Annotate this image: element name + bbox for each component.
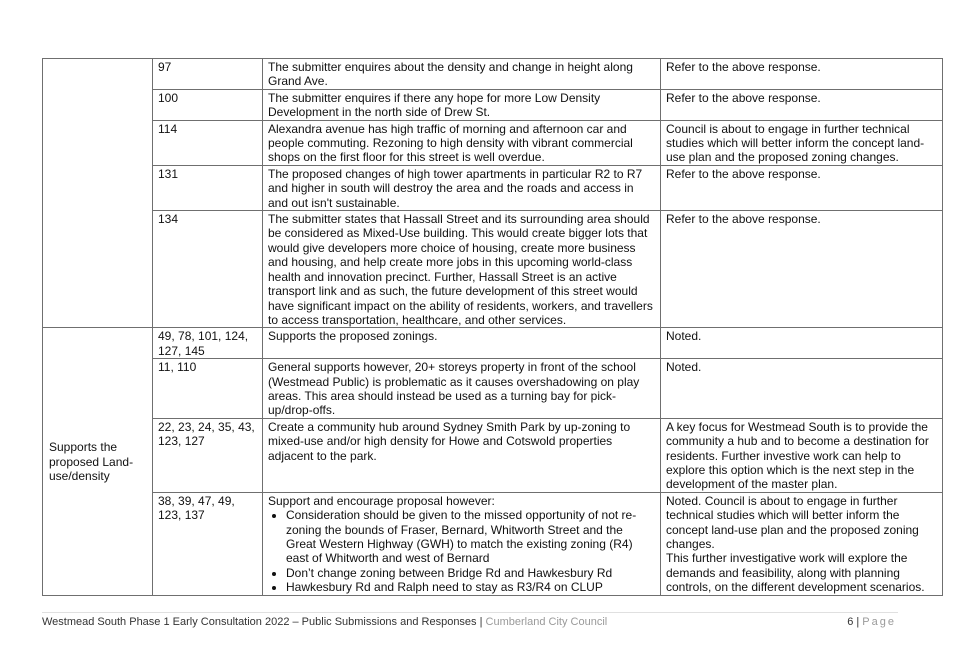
submission-ref: 11, 110 (153, 359, 263, 419)
category-cell-empty (43, 59, 153, 328)
bullet-item: • Consideration should be given to the missed opportunity of not re-zoning the bounds of Fraser, Bernard, Whitworth Street and the Great Western Highway (GWH) to match the existing zoning (R4) east of Whitworth and west of Bernard (286, 508, 656, 566)
footer-title: Westmead South Phase 1 Early Consultation 2022 – Public Submissions and Responses (42, 616, 477, 628)
council-response: Noted. (661, 328, 943, 359)
submission-text: The proposed changes of high tower apartments in particular R2 to R7 and higher in south will destroy the area and the roads and access in and out isn't sustainable. (263, 165, 661, 210)
submissions-table (42, 58, 943, 596)
submission-ref: 114 (153, 120, 263, 165)
submission-text: The submitter states that Hassall Street and its surrounding area should be considered as Mixed-Use building. This would create bigger lots that would give developers more choice of housing, create more business and housing, and help create more jobs in this upcoming world-class health and innovation precinct. Further, Hassall Street is an active transport link and as such, the future development of this street would have significant impact on the ability of residents, workers, and travellers to access transportation, healthcare, and other services. (263, 211, 661, 328)
footer-divider (42, 612, 898, 613)
footer-separator: | (479, 616, 483, 628)
submission-ref: 49, 78, 101, 124, 127, 145 (153, 328, 263, 359)
bullet-item: • Don’t change zoning between Bridge Rd and Hawkesbury Rd (286, 566, 656, 580)
council-response: Refer to the above response. (661, 165, 943, 210)
council-response: Refer to the above response. (661, 211, 943, 328)
submission-ref: 134 (153, 211, 263, 328)
submission-ref: 22, 23, 24, 35, 43, 123, 127 (153, 418, 263, 492)
footer-brand: Cumberland City Council (485, 616, 608, 628)
table-row (43, 492, 943, 595)
page-indicator (847, 616, 896, 628)
table-row (43, 120, 943, 165)
page-number: 6 (847, 616, 854, 628)
table-row (43, 359, 943, 419)
table-row (43, 418, 943, 492)
submission-ref: 38, 39, 47, 49, 123, 137 (153, 492, 263, 595)
council-response: Refer to the above response. (661, 89, 943, 120)
submission-intro: Support and encourage proposal however: (268, 493, 495, 508)
table-row (43, 211, 943, 328)
submission-text: The submitter enquires about the density and change in height along Grand Ave. (263, 59, 661, 90)
table-row (43, 165, 943, 210)
response-extra-text: This further investigative work will explore the demands and feasibility, along with planning controls, on the different development scenarios. (666, 551, 925, 595)
submission-text-with-bullets (263, 492, 661, 595)
submission-ref: 100 (153, 89, 263, 120)
response-text: Noted. Council is about to engage in further technical studies which will better inform the concept land-use plan and the proposed zoning changes. (666, 493, 919, 551)
table-row (43, 89, 943, 120)
submission-bullet-list (268, 508, 656, 594)
submission-text: Supports the proposed zonings. (263, 328, 661, 359)
category-label: Supports the proposed Land-use/density (43, 328, 153, 595)
council-response: Council is about to engage in further technical studies which will better inform the concept land-use plan and the proposed zoning changes. (661, 120, 943, 165)
table-row (43, 328, 943, 359)
submission-text: General supports however, 20+ storeys property in front of the school (Westmead Public) is problematic as it causes overshadowing on play areas. This area should instead be used as a turning bay for pick-up/drop-offs. (263, 359, 661, 419)
page-word: Page (862, 616, 896, 628)
submission-text: The submitter enquires if there any hope for more Low Density Development in the north side of Drew St. (263, 89, 661, 120)
table-row (43, 59, 943, 90)
bullet-item: • Hawkesbury Rd and Ralph need to stay as R3/R4 on CLUP (286, 580, 656, 594)
page-separator: | (856, 616, 860, 628)
council-response: Refer to the above response. (661, 59, 943, 90)
council-response: Noted. (661, 359, 943, 419)
council-response (661, 492, 943, 595)
submission-ref: 97 (153, 59, 263, 90)
footer-title-block (42, 616, 607, 628)
submission-ref: 131 (153, 165, 263, 210)
submission-text: Alexandra avenue has high traffic of morning and afternoon car and people commuting. Rezoning to high density with vibrant commercial shops on the first floor for this street is well overdue. (263, 120, 661, 165)
council-response: A key focus for Westmead South is to provide the community a hub and to become a destination for residents. Further investive work can help to explore this option which is the next step in the development of the master plan. (661, 418, 943, 492)
submission-text: Create a community hub around Sydney Smith Park by up-zoning to mixed-use and/or high density for Howe and Cotswold properties adjacent to the park. (263, 418, 661, 492)
